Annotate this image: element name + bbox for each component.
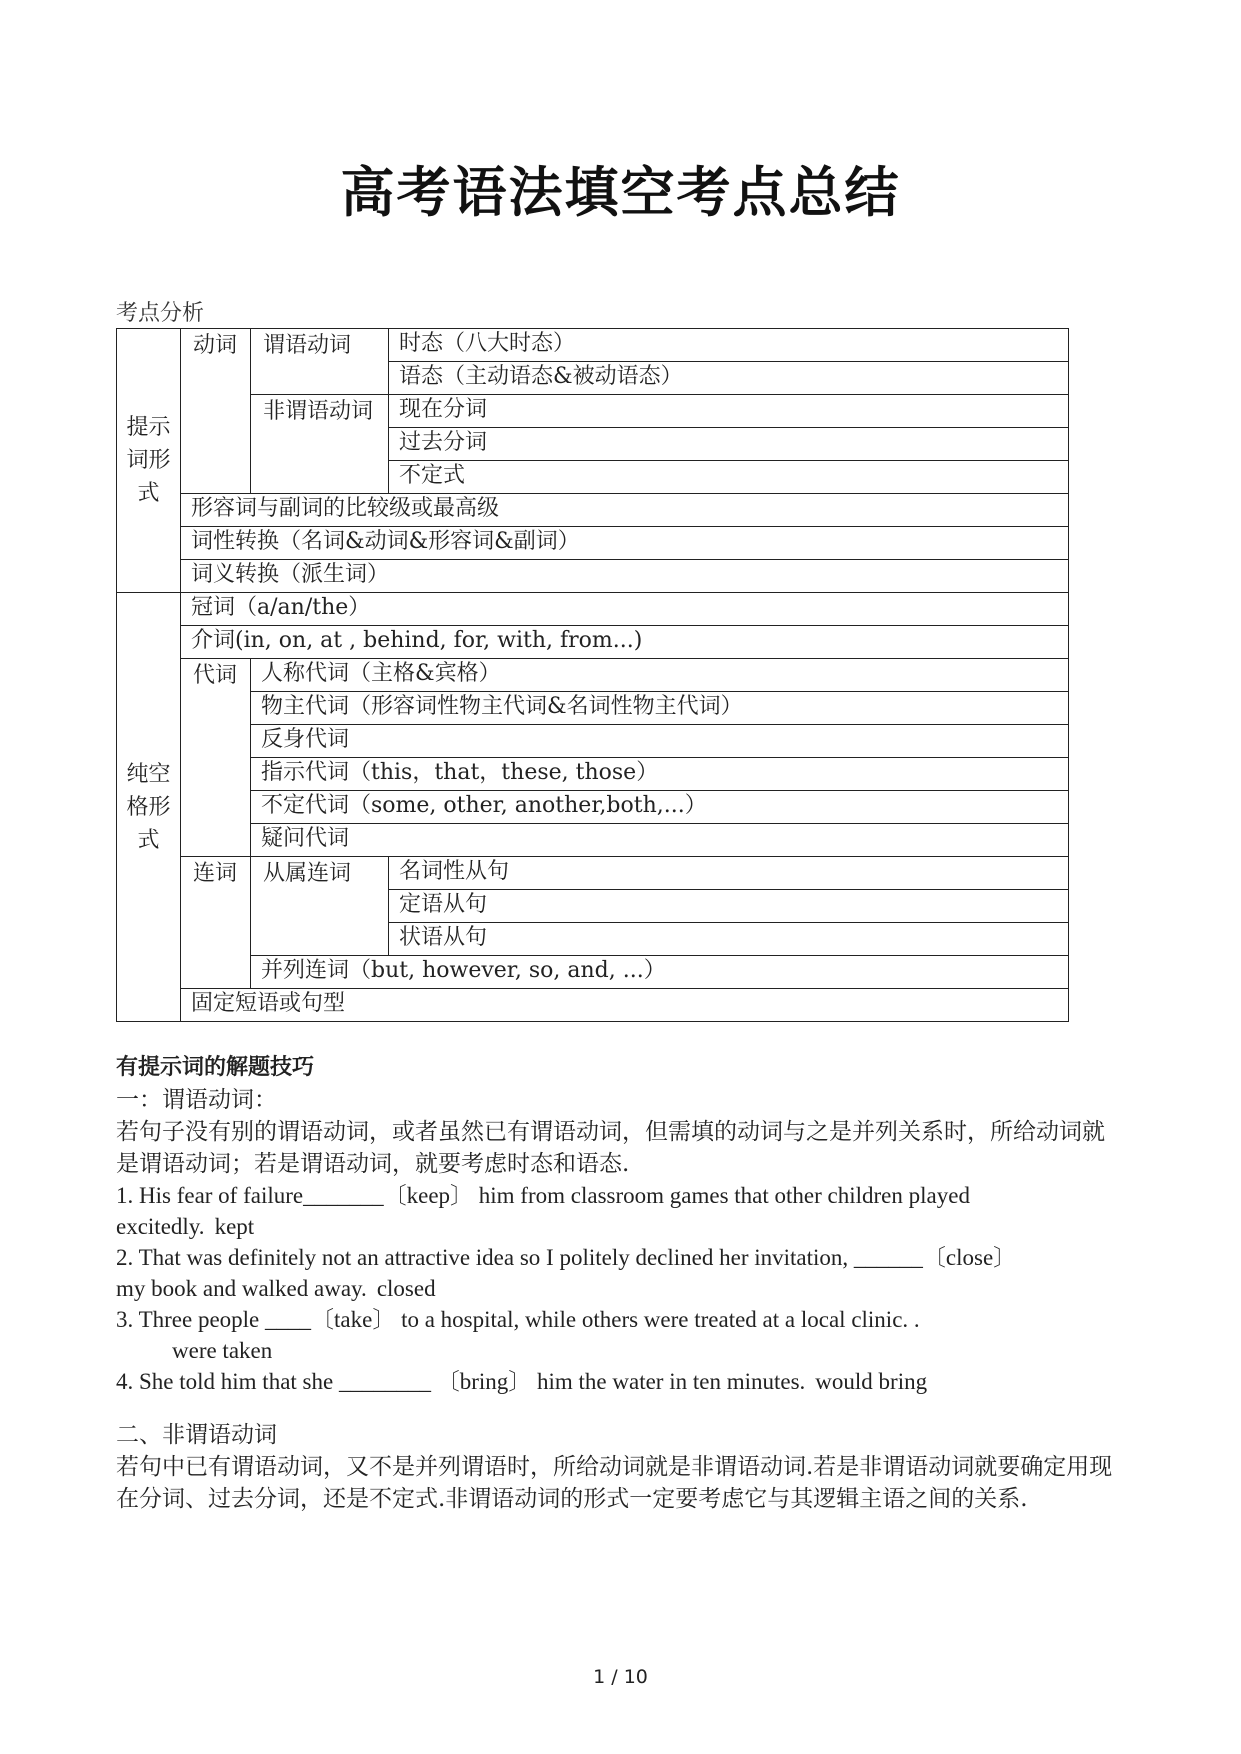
example-1-text-b: excitedly. — [116, 1214, 205, 1239]
subordinating-label: 从属连词 — [251, 857, 389, 956]
example-3-line-a: 3. Three people ____〔take〕 to a hospital, while others were treated at a local clinic. . — [116, 1307, 920, 1332]
part1-description: 若句子没有别的谓语动词，或者虽然已有谓语动词，但需填的动词与之是并列关系时，所给动词就是谓语动词；若是谓语动词，就要考虑时态和语态. — [116, 1119, 1105, 1177]
tense-cell: 时态（八大时态） — [389, 329, 1069, 362]
present-participle-cell: 现在分词 — [389, 395, 1069, 428]
page-title: 高考语法填空考点总结 — [340, 161, 901, 224]
coordinating-cell: 并列连词（but, however, so, and, ...） — [251, 956, 1069, 989]
indefinite-pronoun-cell: 不定代词（some, other, another,both,...） — [251, 791, 1069, 824]
example-2-line-b — [116, 1273, 1126, 1304]
part1-heading: 一：谓语动词： — [116, 1087, 277, 1113]
conjunction-label: 连词 — [181, 857, 251, 989]
attributive-clause-cell: 定语从句 — [389, 890, 1069, 923]
exam-points-table — [116, 328, 1069, 1022]
page-number: 1 / 10 — [593, 1666, 648, 1688]
article-cell: 冠词（a/an/the） — [181, 593, 1069, 626]
comparison-cell: 形容词与副词的比较级或最高级 — [181, 494, 1069, 527]
content-section — [116, 1052, 1126, 1515]
infinitive-cell: 不定式 — [389, 461, 1069, 494]
example-2 — [116, 1242, 1126, 1304]
example-1-answer: kept — [214, 1214, 255, 1239]
example-2-line-a: 2. That was definitely not an attractive idea so I politely declined her invitation, ______〔close〕 — [116, 1245, 1017, 1270]
past-participle-cell: 过去分词 — [389, 428, 1069, 461]
reflexive-pronoun-cell: 反身代词 — [251, 725, 1069, 758]
section-heading: 有提示词的解题技巧 — [116, 1055, 315, 1080]
group-blank: 纯空格形式 — [117, 593, 181, 1022]
possessive-pronoun-cell: 物主代词（形容词性物主代词&名词性物主代词） — [251, 692, 1069, 725]
group-hint-word: 提示词形式 — [117, 329, 181, 593]
personal-pronoun-cell: 人称代词（主格&宾格） — [251, 659, 1069, 692]
nonfinite-verb-label: 非谓语动词 — [251, 395, 389, 494]
voice-cell: 语态（主动语态&被动语态） — [389, 362, 1069, 395]
adverbial-clause-cell: 状语从句 — [389, 923, 1069, 956]
table-caption: 考点分析 — [116, 301, 205, 326]
pronoun-label: 代词 — [181, 659, 251, 857]
demonstrative-pronoun-cell: 指示代词（this，that，these, those） — [251, 758, 1069, 791]
interrogative-pronoun-cell: 疑问代词 — [251, 824, 1069, 857]
example-4 — [116, 1366, 1126, 1397]
fixed-phrase-cell: 固定短语或句型 — [181, 989, 1069, 1022]
preposition-cell: 介词(in, on, at , behind, for, with, from...) — [181, 626, 1069, 659]
noun-clause-cell: 名词性从句 — [389, 857, 1069, 890]
example-1 — [116, 1180, 1126, 1242]
example-1-line-a: 1. His fear of failure_______〔keep〕 him from classroom games that other children played — [116, 1183, 970, 1208]
pos-conversion-cell: 词性转换（名词&动词&形容词&副词） — [181, 527, 1069, 560]
example-4-text: 4. She told him that she ________ 〔bring〕 him the water in ten minutes. — [116, 1369, 806, 1394]
example-2-answer: closed — [376, 1276, 436, 1301]
verb-label: 动词 — [181, 329, 251, 494]
example-3 — [116, 1304, 1126, 1366]
part2-description: 若句中已有谓语动词，又不是并列谓语时，所给动词就是非谓语动词.若是非谓语动词就要确定用现在分词、过去分词，还是不定式.非谓语动词的形式一定要考虑它与其逻辑主语之间的关系. — [116, 1454, 1113, 1512]
example-1-line-b — [116, 1211, 1126, 1242]
finite-verb-label: 谓语动词 — [251, 329, 389, 395]
example-4-line — [116, 1366, 1126, 1397]
example-2-text-b: my book and walked away. — [116, 1276, 367, 1301]
example-3-answer: were taken — [172, 1338, 273, 1363]
example-4-answer: would bring — [815, 1369, 928, 1394]
part2-heading: 二、非谓语动词 — [116, 1422, 277, 1448]
meaning-conversion-cell: 词义转换（派生词） — [181, 560, 1069, 593]
